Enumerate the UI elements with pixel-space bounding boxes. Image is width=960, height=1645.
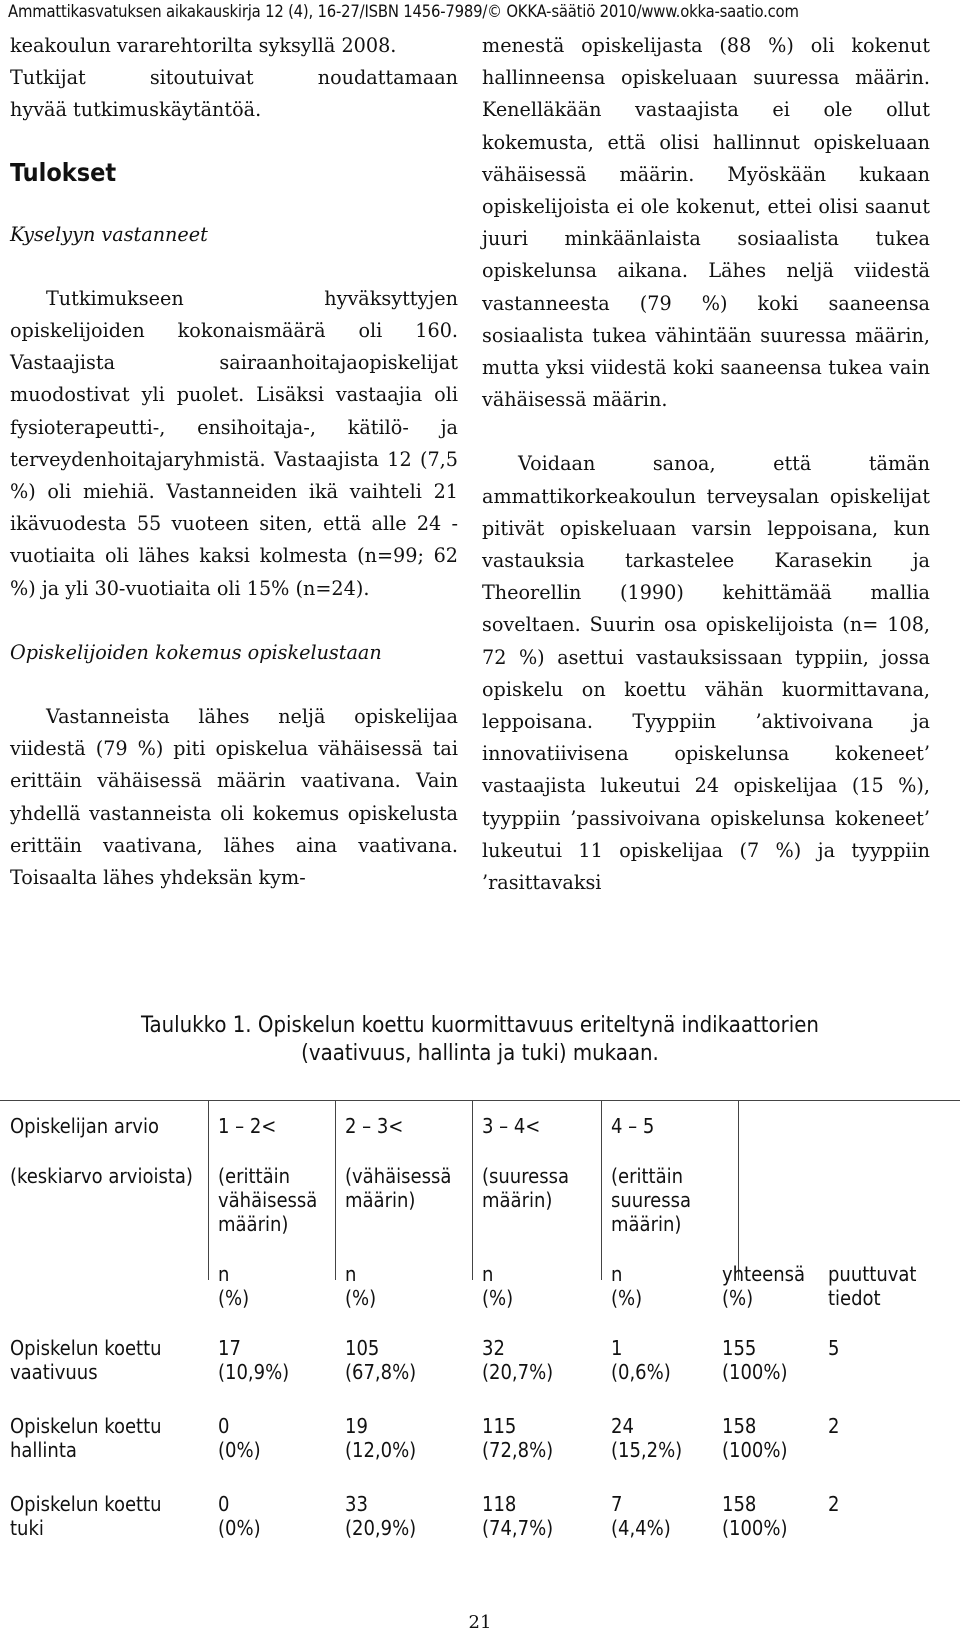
table-cell: 105 (67,8%) xyxy=(345,1336,417,1384)
table-cell: 17 (10,9%) xyxy=(218,1336,290,1384)
row-header-assessment: Opiskelijan arvio xyxy=(10,1114,159,1138)
intro-line-1: keakoulun vararehtorilta syksyllä 2008. xyxy=(10,34,397,57)
n-pct-header: n (%) xyxy=(218,1262,250,1310)
subheading-experience: Opiskelijoiden kokemus opiskelustaan xyxy=(10,640,382,664)
table-cell: 1 (0,6%) xyxy=(611,1336,671,1384)
intro-line-2: Tutkijat sitoutuivat noudattamaan xyxy=(10,66,458,90)
table-divider xyxy=(208,1100,209,1280)
intro-line-3: hyvää tutkimuskäytäntöä. xyxy=(10,98,262,122)
range-desc: (suuressa määrin) xyxy=(482,1164,570,1212)
table-divider xyxy=(738,1100,739,1280)
table-cell: 0 (0%) xyxy=(218,1492,261,1540)
n-pct-header: n (%) xyxy=(345,1262,377,1310)
table-cell: 0 (0%) xyxy=(218,1414,261,1462)
n-pct-header: n (%) xyxy=(482,1262,514,1310)
table-cell: 33 (20,9%) xyxy=(345,1492,417,1540)
range-header: 3 – 4< xyxy=(482,1114,541,1138)
table-caption-line-1: Taulukko 1. Opiskelun koettu kuormittavuus eriteltynä indikaattorien xyxy=(141,1013,819,1038)
table-divider xyxy=(472,1100,473,1280)
table-cell: 7 (4,4%) xyxy=(611,1492,671,1540)
range-header: 4 – 5 xyxy=(611,1114,655,1138)
n-pct-header: n (%) xyxy=(611,1262,643,1310)
running-header: Ammattikasvatuksen aikakauskirja 12 (4), 16-27/ISBN 1456-7989/© OKKA-säätiö 2010/www.okka-saatio.com xyxy=(8,2,799,21)
table-cell: 158 (100%) xyxy=(722,1492,788,1540)
total-header: yhteensä (%) xyxy=(722,1262,806,1310)
page-number: 21 xyxy=(468,1612,492,1633)
section-heading-results: Tulokset xyxy=(10,157,117,187)
table-cell: 19 (12,0%) xyxy=(345,1414,417,1462)
missing-header: puuttuvat tiedot xyxy=(828,1262,917,1310)
range-desc: (erittäin suuressa määrin) xyxy=(611,1164,691,1236)
load-table xyxy=(0,1100,960,1590)
paragraph-experience: Vastanneista lähes neljä opiskelijaa viidestä (79 %) piti opiskelua vähäisessä tai erittäin vähäisessä määrin vaativana. Vain yhdellä vastanneista oli kokemus opiskelusta erittäin vaativana, lähes aina vaativana. Toisaalta lähes yhdeksän kym- xyxy=(10,705,458,890)
table-cell: 158 (100%) xyxy=(722,1414,788,1462)
table-cell-missing: 2 xyxy=(828,1414,840,1438)
paragraph-control-support: menestä opiskelijasta (88 %) oli kokenut hallinneensa opiskeluaan suuressa määrin. Kenelläkään vastaajista ei ole ollut kokemusta, että olisi hallinnut opiskeluaan vähäisessä määrin. Myöskään kukaan opiskelijoista ei ole kokenut, ettei olisi saanut juuri minkäänlaista sosiaalista tukea opiskelunsa aikana. Lähes neljä viidestä vastanneesta (79 %) koki saaneensa sosiaalista tukea vähintään suuressa määrin, mutta yksi viidestä koki saaneensa tukea vain vähäisessä määrin. xyxy=(482,34,930,412)
table-cell: 24 (15,2%) xyxy=(611,1414,683,1462)
table-divider xyxy=(335,1100,336,1280)
table-divider xyxy=(601,1100,602,1280)
table-top-rule xyxy=(0,1100,960,1101)
table-row-label: Opiskelun koettu hallinta xyxy=(10,1414,162,1462)
table-cell: 115 (72,8%) xyxy=(482,1414,554,1462)
table-cell-missing: 5 xyxy=(828,1336,840,1360)
table-cell: 155 (100%) xyxy=(722,1336,788,1384)
paragraph-karasek-model: Voidaan sanoa, että tämän ammattikorkeakoulun terveysalan opiskelijat pitivät opiskeluaan varsin leppoisana, kun vastauksia tarkastelee Karasekin ja Theorellin (1990) kehittämää mallia soveltaen. Suurin osa opiskelijoista (n= 108, 72 %) asettui vastauksissaan typpiin, jossa opiskelu on koettu vähän kuormittavana, leppoisana. Tyyppiin ’aktivoivana ja innovatiivisena opiskelunsa kokeneet’ vastaajista lukeutui 24 opiskelijaa (15 %), tyyppiin ’passivoivana opiskelunsa kokeneet’ lukeutui 11 opiskelijaa (7 %) ja tyyppiin ’rasittavaksi xyxy=(482,452,930,895)
row-header-mean: (keskiarvo arvioista) xyxy=(10,1164,193,1188)
right-column xyxy=(482,30,930,899)
subheading-respondents: Kyselyyn vastanneet xyxy=(10,222,208,246)
paragraph-respondents: Tutkimukseen hyväksyttyjen opiskelijoiden kokonaismäärä oli 160. Vastaajista sairaanhoitajaopiskelijat muodostivat yli puolet. Lisäksi vastaajia oli fysioterapeutti-, ensihoitaja-, kätilö- ja terveydenhoitajaryhmistä. Vastaajista 12 (7,5 %) oli miehiä. Vastanneiden ikä vaihteli 21 ikävuodesta 55 vuoteen siten, että alle 24 -vuotiaita oli lähes kaksi kolmesta (n=99; 62 %) ja yli 30-vuotiaita oli 15% (n=24). xyxy=(10,286,458,600)
left-column xyxy=(10,30,458,894)
range-header: 1 – 2< xyxy=(218,1114,277,1138)
table-cell: 118 (74,7%) xyxy=(482,1492,554,1540)
table-row-label: Opiskelun koettu vaativuus xyxy=(10,1336,162,1384)
table-caption-line-2: (vaativuus, hallinta ja tuki) mukaan. xyxy=(301,1041,659,1066)
table-row-label: Opiskelun koettu tuki xyxy=(10,1492,162,1540)
table-cell-missing: 2 xyxy=(828,1492,840,1516)
range-desc: (vähäisessä määrin) xyxy=(345,1164,452,1212)
range-desc: (erittäin vähäisessä määrin) xyxy=(218,1164,318,1236)
range-header: 2 – 3< xyxy=(345,1114,404,1138)
table-caption xyxy=(40,1012,920,1068)
table-cell: 32 (20,7%) xyxy=(482,1336,554,1384)
